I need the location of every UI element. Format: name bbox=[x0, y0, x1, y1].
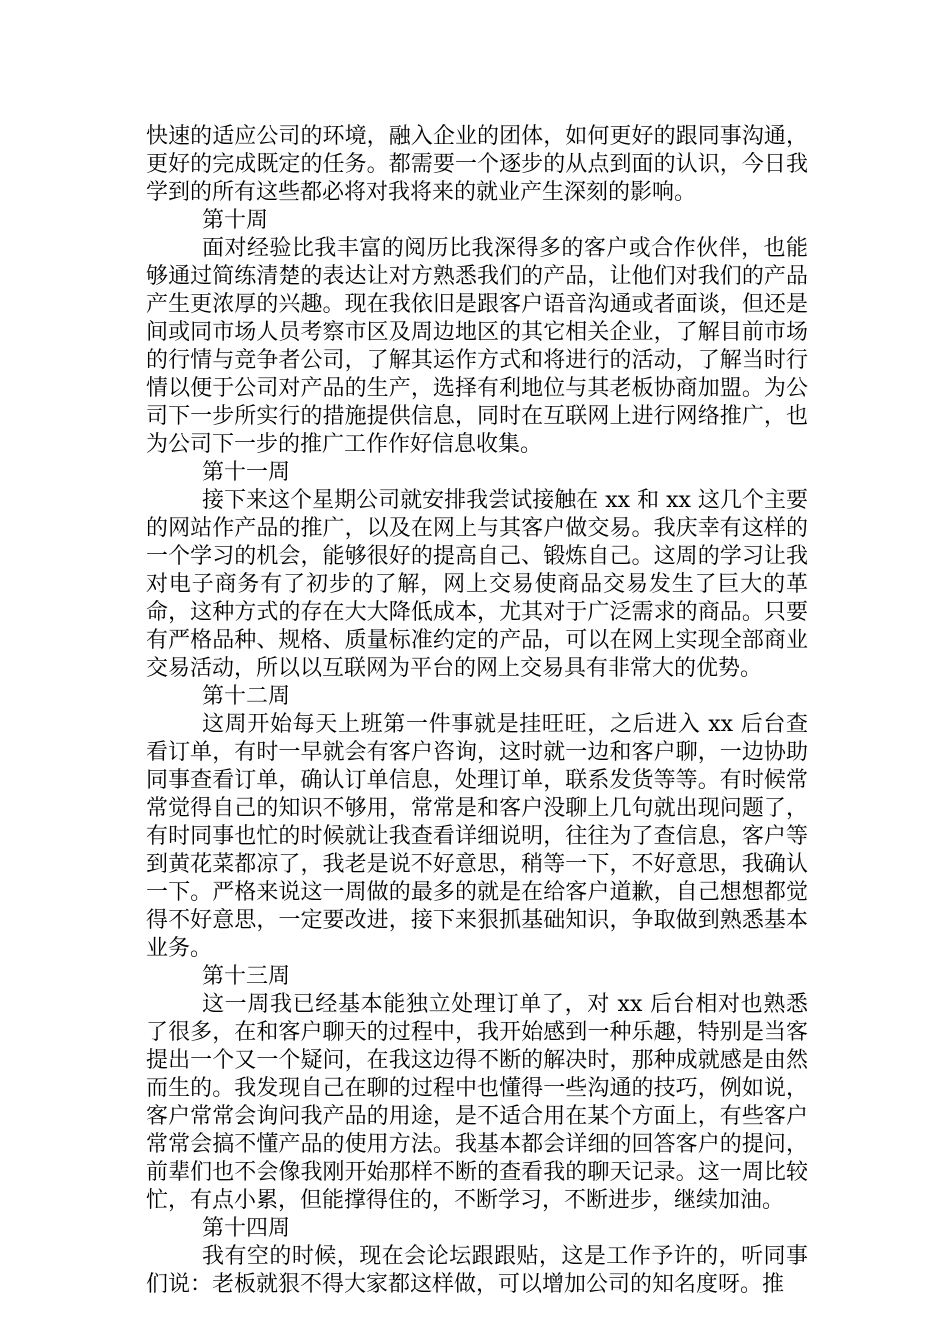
paragraph-week-10: 面对经验比我丰富的阅历比我深得多的客户或合作伙伴，也能够通过简练清楚的表达让对方熟悉我们的产品，让他们对我们的产品产生更浓厚的兴趣。现在我依旧是跟客户语音沟通或者面谈，但还是间或同市场人员考察市区及周边地区的其它相关企业，了解目前市场的行情与竞争者公司，了解其运作方式和将进行的活动，了解当时行情以便于公司对产品的生产，选择有利地位与其老板协商加盟。为公司下一步所实行的措施提供信息，同时在互联网上进行网络推广，也为公司下一步的推广工作作好信息收集。 bbox=[146, 236, 808, 457]
paragraph-week-14: 我有空的时候，现在会论坛跟跟贴，这是工作予许的，听同事们说：老板就狠不得大家都这样做，可以增加公司的知名度呀。推 bbox=[146, 1244, 808, 1297]
paragraph-week-12: 这周开始每天上班第一件事就是挂旺旺，之后进入 xx 后台查看订单，有时一早就会有客户咨询，这时就一边和客户聊，一边协助同事查看订单，确认订单信息，处理订单，联系发货等等。有时候常常觉得自己的知识不够用，常常是和客户没聊上几句就出现问题了，有时同事也忙的时候就让我查看详细说明，往往为了查信息，客户等到黄花菜都凉了，我老是说不好意思，稍等一下，不好意思，我确认一下。严格来说这一周做的最多的就是在给客户道歉，自己想想都觉得不好意思，一定要改进，接下来狠抓基础知识，争取做到熟悉基本业务。 bbox=[146, 712, 808, 961]
paragraph-intro-continued: 快速的适应公司的环境，融入企业的团体，如何更好的跟同事沟通，更好的完成既定的任务。都需要一个逐步的从点到面的认识，今日我学到的所有这些都必将对我将来的就业产生深刻的影响。 bbox=[146, 124, 808, 205]
document-body bbox=[146, 123, 808, 1299]
paragraph-week-13: 这一周我已经基本能独立处理订单了，对 xx 后台相对也熟悉了很多，在和客户聊天的过程中，我开始感到一种乐趣，特别是当客提出一个又一个疑问，在我这边得不断的解决时，那种成就感是由然而生的。我发现自己在聊的过程中也懂得一些沟通的技巧，例如说，客户常常会询问我产品的用途，是不适合用在某个方面上，有些客户常常会搞不懂产品的使用方法。我基本都会详细的回答客户的提问，前辈们也不会像我刚开始那样不断的查看我的聊天记录。这一周比较忙，有点小累，但能撑得住的，不断学习，不断进步，继续加油。 bbox=[146, 992, 808, 1213]
paragraph-week-11: 接下来这个星期公司就安排我尝试接触在 xx 和 xx 这几个主要的网站作产品的推广，以及在网上与其客户做交易。我庆幸有这样的一个学习的机会，能够很好的提高自己、锻炼自己。这周的学习让我对电子商务有了初步的了解，网上交易使商品交易发生了巨大的革命，这种方式的存在大大降低成本，尤其对于广泛需求的商品。只要有严格品种、规格、质量标准约定的产品，可以在网上实现全部商业交易活动，所以以互联网为平台的网上交易具有非常大的优势。 bbox=[146, 488, 808, 681]
heading-week-13: 第十三周 bbox=[202, 964, 291, 989]
heading-week-11: 第十一周 bbox=[202, 460, 291, 485]
heading-week-14: 第十四周 bbox=[202, 1216, 291, 1241]
heading-week-10: 第十周 bbox=[202, 208, 269, 233]
heading-week-12: 第十二周 bbox=[202, 684, 291, 709]
